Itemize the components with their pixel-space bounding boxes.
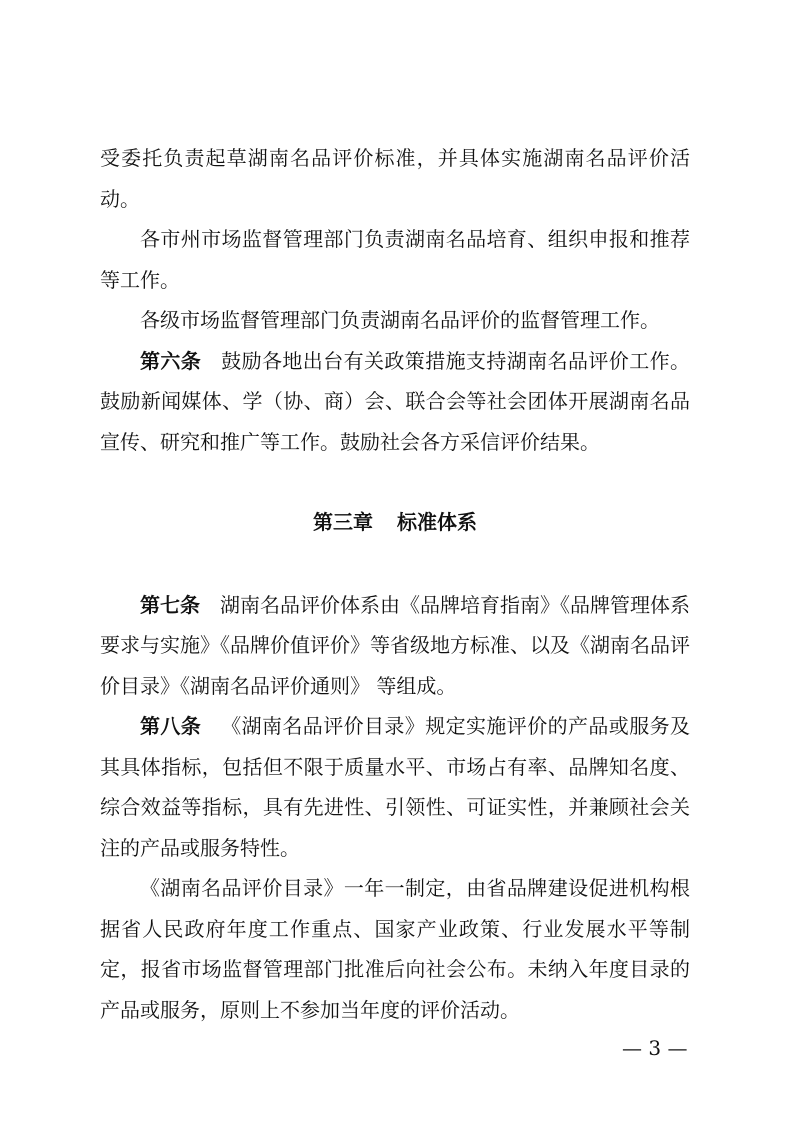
article-8-text: 《湖南名品评价目录》规定实施评价的产品或服务及其具体指标，包括但不限于质量水平、市场占有率、品牌知名度、综合效益等指标，具有先进性、引领性、可证实性，并兼顾社会关注的产品或服务特性。 [100, 714, 691, 860]
paragraph-supervision: 各级市场监督管理部门负责湖南名品评价的监督管理工作。 [140, 308, 660, 332]
article-6-label: 第六条 [140, 348, 202, 373]
paragraph-catalog-annual: 《湖南名品评价目录》一年一制定，由省品牌建设促进机构根据省人民政府年度工作重点、国家产业政策、行业发展水平等制定，报省市场监督管理部门批准后向社会公布。未纳入年度目录的产品或服务，原则上不参加当年度的评价活动。 [100, 876, 690, 1022]
chapter-title: 标准体系 [397, 510, 477, 534]
article-6 [100, 341, 690, 463]
paragraph-city-responsibility: 各市州市场监督管理部门负责湖南名品培育、组织申报和推荐等工作。 [100, 227, 690, 292]
page-number: — 3 — [622, 1036, 688, 1060]
article-7-text: 湖南名品评价体系由《品牌培育指南》《品牌管理体系 要求与实施》《品牌价值评价》等省级地方标准、以及《湖南名品评价目录》《湖南名品评价通则》 等组成。 [100, 592, 690, 698]
document-body [100, 138, 690, 1030]
article-8-label: 第八条 [140, 714, 202, 738]
article-8 [100, 706, 690, 868]
article-7 [100, 585, 690, 707]
article-6-text: 鼓励各地出台有关政策措施支持湖南名品评价工作。鼓励新闻媒体、学（协、商）会、联合会等社会团体开展湖南名品宣传、研究和推广等工作。鼓励社会各方采信评价结果。 [100, 348, 691, 454]
chapter-heading [100, 502, 690, 543]
paragraph-continued: 受委托负责起草湖南名品评价标准，并具体实施湖南名品评价活动。 [100, 146, 690, 211]
chapter-number: 第三章 [313, 510, 373, 534]
article-7-label: 第七条 [140, 592, 200, 617]
